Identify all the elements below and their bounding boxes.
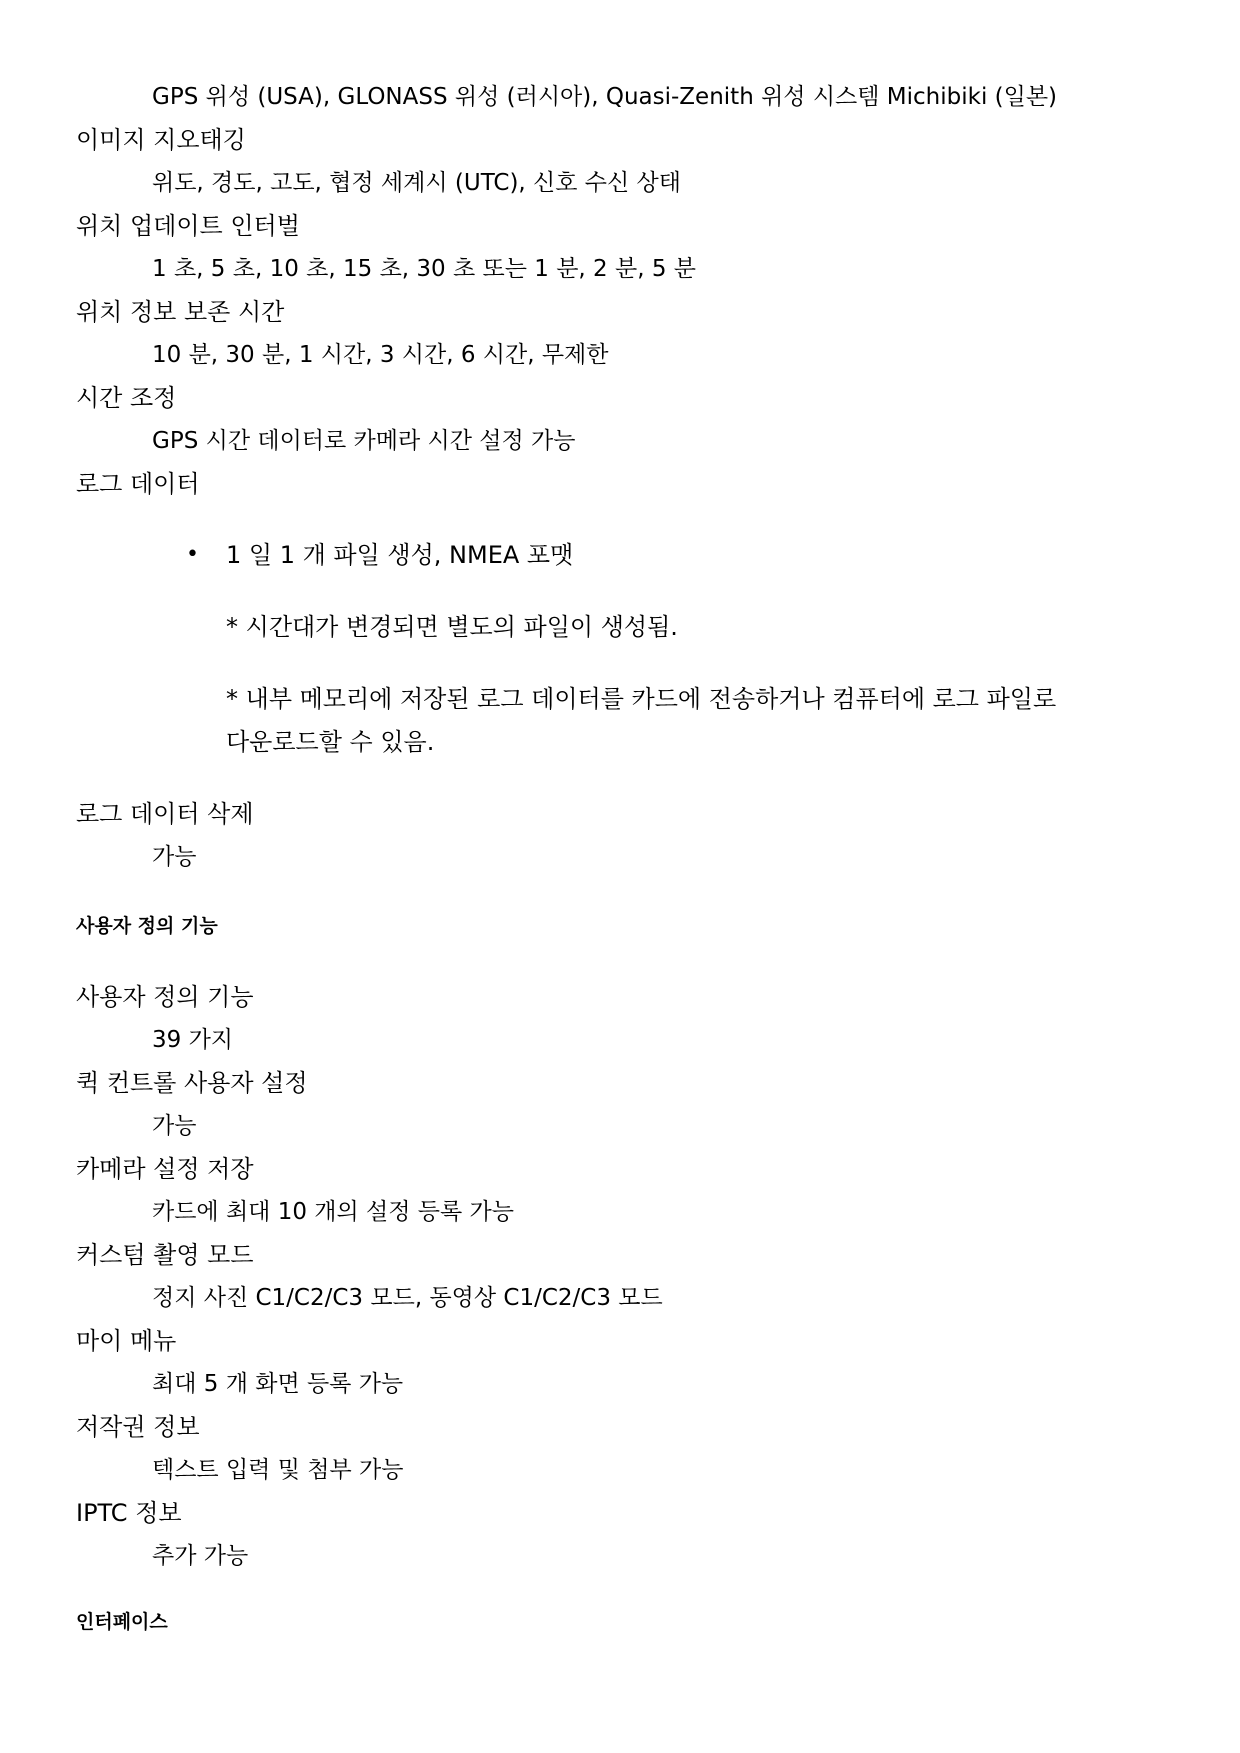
bullet-marker: • [186, 542, 199, 567]
custom-section-heading: 사용자 정의 기능 [76, 915, 218, 937]
time-adjust-value: GPS 시간 데이터로 카메라 시간 설정 가능 [152, 428, 576, 454]
copyright-value: 텍스트 입력 및 첨부 가능 [152, 1457, 404, 1483]
custom-mode-term: 커스텀 촬영 모드 [76, 1241, 254, 1269]
update-interval-value: 1 초, 5 초, 10 초, 15 초, 30 초 또는 1 분, 2 분, 5 분 [152, 256, 696, 282]
log-data-item: 1 일 1 개 파일 생성, NMEA 포맷 [226, 541, 574, 569]
camera-settings-value: 카드에 최대 10 개의 설정 등록 가능 [152, 1199, 514, 1225]
retention-term: 위치 정보 보존 시간 [76, 298, 285, 326]
iptc-term: IPTC 정보 [76, 1499, 182, 1527]
interface-section-heading: 인터페이스 [76, 1611, 168, 1633]
geotag-value: 위도, 경도, 고도, 협정 세계시 (UTC), 신호 수신 상태 [152, 170, 681, 196]
log-delete-term: 로그 데이터 삭제 [76, 800, 254, 828]
log-data-note-1: * 시간대가 변경되면 별도의 파일이 생성됨. [226, 613, 678, 641]
camera-settings-term: 카메라 설정 저장 [76, 1155, 254, 1183]
retention-value: 10 분, 30 분, 1 시간, 3 시간, 6 시간, 무제한 [152, 342, 609, 368]
custom-functions-value: 39 가지 [152, 1027, 234, 1053]
my-menu-term: 마이 메뉴 [76, 1327, 177, 1355]
update-interval-term: 위치 업데이트 인터벌 [76, 212, 300, 240]
quick-control-value: 가능 [152, 1113, 197, 1139]
custom-mode-value: 정지 사진 C1/C2/C3 모드, 동영상 C1/C2/C3 모드 [152, 1285, 663, 1311]
geotag-term: 이미지 지오태깅 [76, 126, 246, 154]
log-delete-value: 가능 [152, 844, 197, 870]
log-data-term: 로그 데이터 [76, 470, 200, 498]
quick-control-term: 퀵 컨트롤 사용자 설정 [76, 1069, 308, 1097]
log-data-note-2-line-1: * 내부 메모리에 저장된 로그 데이터를 카드에 전송하거나 컴퓨터에 로그 파일로 [226, 685, 1057, 713]
iptc-value: 추가 가능 [152, 1543, 249, 1569]
log-data-note-2-line-2: 다운로드할 수 있음. [226, 728, 435, 756]
custom-functions-term: 사용자 정의 기능 [76, 983, 254, 1011]
gps-systems-value: GPS 위성 (USA), GLONASS 위성 (러시아), Quasi-Zenith 위성 시스템 Michibiki (일본) [152, 84, 1058, 110]
copyright-term: 저작권 정보 [76, 1413, 200, 1441]
time-adjust-term: 시간 조정 [76, 384, 177, 412]
my-menu-value: 최대 5 개 화면 등록 가능 [152, 1371, 404, 1397]
